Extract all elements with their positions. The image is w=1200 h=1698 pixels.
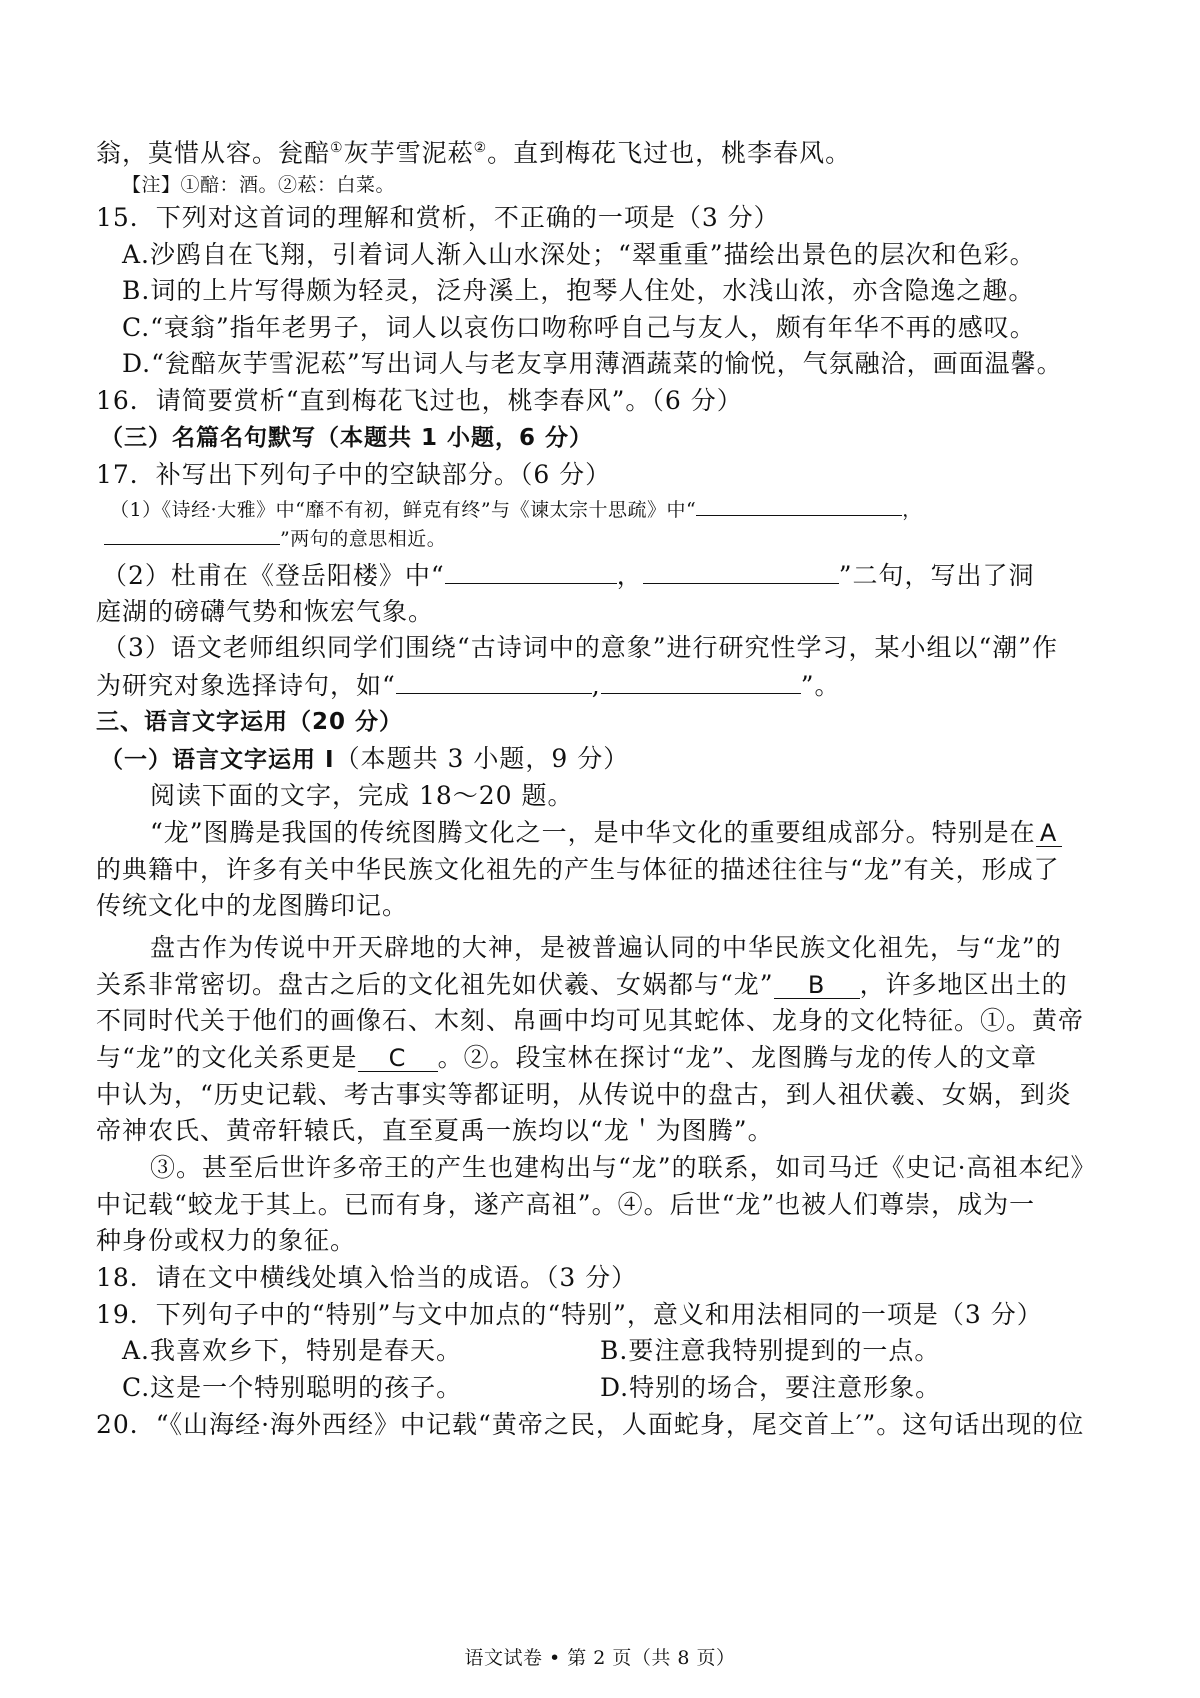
q17-part-2-text: （2）杜甫在《登岳阳楼》中“	[102, 561, 445, 590]
question-16: 16．请简要赏析“直到梅花飞过也，桃李春风”。（6 分）	[96, 386, 743, 415]
poem-text: 。直到梅花飞过也，桃李春风。	[487, 138, 852, 168]
blank-a[interactable]: A	[1036, 820, 1062, 847]
passage-line: 中认为，“历史记载、考古事实等都证明，从传说中的盘古，到人祖伏羲、女娲，到炎	[96, 1080, 1072, 1109]
passage-line: 种身份或权力的象征。	[96, 1226, 357, 1255]
q15-option-c: C.“衰翁”指年老男子，词人以哀伤口吻称呼自己与友人，颇有年华不再的感叹。	[122, 313, 1036, 342]
passage-line	[150, 815, 1062, 851]
passage-text: 关系非常密切。盘古之后的文化祖先如伏羲、女娲都与“龙”	[96, 970, 774, 999]
punctuation: ，	[616, 561, 643, 590]
q17-part-3: （3）语文老师组织同学们围绕“古诗词中的意象”进行研究性学习，某小组以“潮”作	[102, 633, 1059, 662]
q17-part-3-text: 为研究对象选择诗句，如“	[96, 671, 396, 700]
passage-line	[96, 967, 1068, 1003]
q17-part-3-cont	[96, 667, 841, 704]
passage-text: 与“龙”的文化关系更是	[96, 1043, 358, 1072]
q15-option-b: B.词的上片写得颇为轻灵，泛舟溪上，抱琴人住处，水浅山浓，亦含隐逸之趣。	[122, 276, 1035, 305]
q17-part-2-text: ”二句，写出了洞	[838, 561, 1035, 590]
question-18: 18．请在文中横线处填入恰当的成语。（3 分）	[96, 1263, 638, 1292]
page-footer: 语文试卷 • 第 2 页（共 8 页）	[464, 1647, 736, 1669]
section-header-mingpian: （三）名篇名句默写（本题共 1 小题，6 分）	[100, 425, 594, 451]
passage-line: 盘古作为传说中开天辟地的大神，是被普遍认同的中华民族文化祖先，与“龙”的	[150, 933, 1062, 962]
passage-line: 不同时代关于他们的画像石、木刻、帛画中均可见其蛇体、龙身的文化特征。①。黄帝	[96, 1006, 1085, 1035]
answer-blank[interactable]	[104, 524, 280, 545]
part-3-subheader	[100, 741, 629, 778]
poem-tail-line	[96, 130, 851, 171]
q17-part-2	[102, 557, 1035, 594]
punctuation: ，	[902, 499, 922, 521]
question-15-stem: 15．下列对这首词的理解和赏析，不正确的一项是（3 分）	[96, 203, 780, 232]
footnote-marker: ①	[330, 140, 344, 156]
answer-blank[interactable]	[643, 557, 839, 584]
passage-line: ③。甚至后世许多帝王的产生也建构出与“龙”的联系，如司马迁《史记·高祖本纪》	[150, 1153, 1097, 1182]
passage-text: “龙”图腾是我国的传统图腾文化之一，是中华文化的重要组成部分。特别是在	[150, 818, 1036, 847]
annotation-note: 【注】①醅：酒。②菘：白菜。	[122, 174, 396, 196]
blank-c[interactable]: C	[358, 1045, 438, 1072]
question-17-stem: 17．补写出下列句子中的空缺部分。（6 分）	[96, 460, 612, 489]
q19-option-a: A.我喜欢乡下，特别是春天。	[122, 1336, 463, 1365]
passage-line: 的典籍中，许多有关中华民族文化祖先的产生与体征的描述往往与“龙”有关，形成了	[96, 855, 1060, 884]
passage-line: 中记载“蛟龙于其上。已而有身，遂产高祖”。④。后世“龙”也被人们尊崇，成为一	[96, 1190, 1036, 1219]
q17-part-1-text: ”两句的意思相近。	[280, 528, 447, 550]
answer-blank[interactable]	[601, 667, 801, 694]
passage-text: 。②。段宝林在探讨“龙”、龙图腾与龙的传人的文章	[437, 1043, 1038, 1072]
blank-b[interactable]: B	[774, 972, 860, 999]
q17-part-2-cont: 庭湖的磅礴气势和恢宏气象。	[96, 597, 435, 626]
footnote-marker: ②	[473, 140, 488, 156]
answer-blank[interactable]	[696, 495, 902, 516]
q17-part-3-text: ”。	[800, 671, 841, 700]
q19-option-b: B.要注意我特别提到的一点。	[600, 1336, 941, 1365]
reading-intro: 阅读下面的文字，完成 18～20 题。	[150, 781, 574, 810]
q15-option-a: A.沙鸥自在飞翔，引着词人渐入山水深处；“翠重重”描绘出景色的层次和色彩。	[122, 240, 1036, 269]
question-19-stem: 19．下列句子中的“特别”与文中加点的“特别”，意义和用法相同的一项是（3 分）	[96, 1300, 1043, 1329]
poem-text: 翁，莫惜从容。瓮醅	[96, 138, 331, 168]
passage-line	[96, 1040, 1037, 1076]
part-3-header: 三、语言文字运用（20 分）	[96, 709, 404, 735]
answer-blank[interactable]	[445, 557, 617, 584]
passage-line: 传统文化中的龙图腾印记。	[96, 891, 409, 920]
q15-option-d: D.“瓮醅灰芋雪泥菘”写出词人与老友享用薄酒蔬菜的愉悦，气氛融洽，画面温馨。	[122, 349, 1063, 378]
q17-part-1-text: （1）《诗经·大雅》中“靡不有初，鲜克有终”与《谏太宗十思疏》中“	[110, 499, 697, 521]
passage-text: ，许多地区出土的	[859, 970, 1068, 999]
q19-option-c: C.这是一个特别聪明的孩子。	[122, 1373, 463, 1402]
q17-part-1	[110, 495, 922, 525]
q19-option-d: D.特别的场合，要注意形象。	[600, 1373, 942, 1402]
q17-part-1-cont	[104, 524, 446, 554]
punctuation: ,	[591, 671, 601, 700]
subheader-rest: （本题共 3 小题，9 分）	[334, 744, 630, 773]
passage-line: 帝神农氏、黄帝轩辕氏，直至夏禹一族均以“龙＇为图腾”。	[96, 1116, 774, 1145]
question-20-stem: 20．“《山海经·海外西经》中记载“黄帝之民，人面蛇身，尾交首上′”。这句话出现的位	[96, 1410, 1085, 1439]
subheader-bold: （一）语言文字运用 Ⅰ	[100, 747, 335, 773]
poem-text: 灰芋雪泥菘	[343, 138, 474, 168]
answer-blank[interactable]	[396, 667, 592, 694]
